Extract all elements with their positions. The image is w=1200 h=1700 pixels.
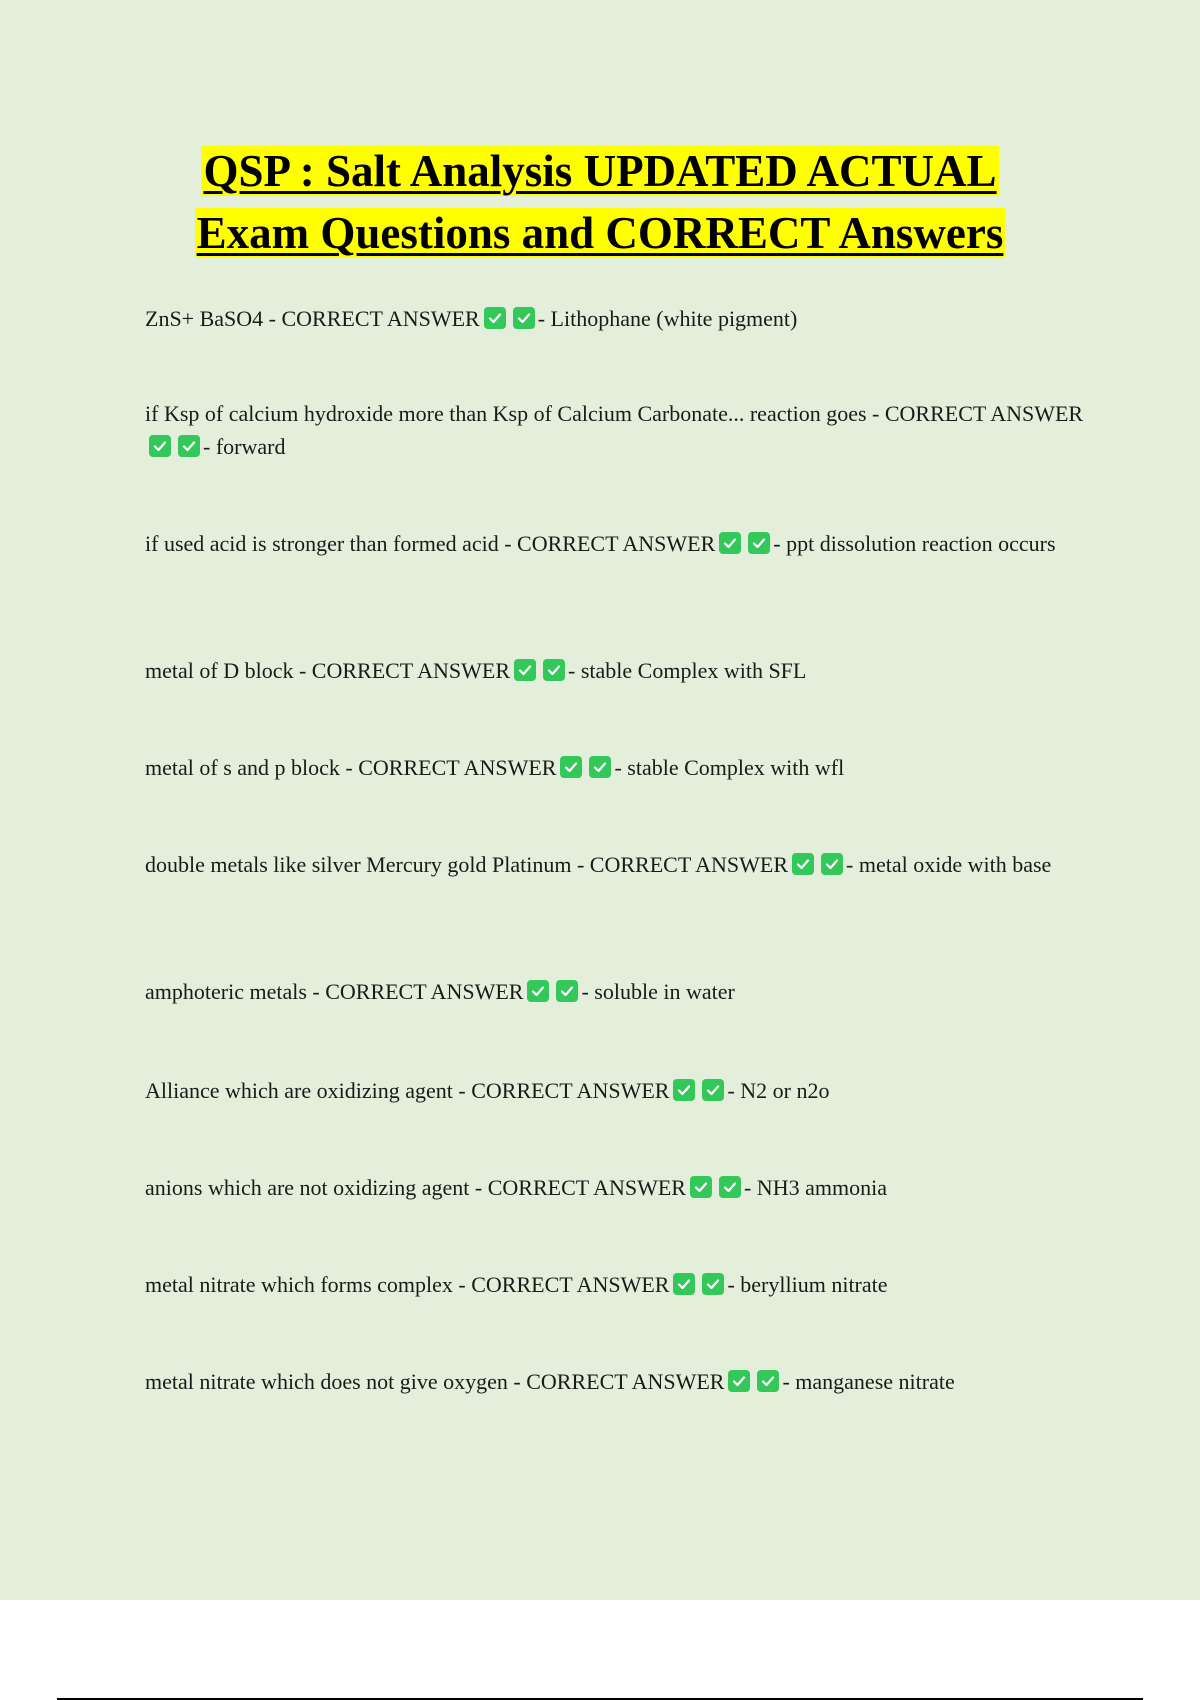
checkmark-icon [560, 756, 582, 778]
question-text: if used acid is stronger than formed acid - CORRECT ANSWER [145, 531, 716, 556]
qa-item [145, 848, 1085, 881]
question-text: metal of D block - CORRECT ANSWER [145, 658, 511, 683]
checkmark-icon [513, 307, 535, 329]
title-line-1: QSP : Salt Analysis UPDATED ACTUAL [203, 146, 997, 196]
question-text: ZnS+ BaSO4 - CORRECT ANSWER [145, 306, 480, 331]
answer-text: - stable Complex with SFL [568, 658, 807, 683]
document-title [0, 140, 1200, 264]
answer-text: - NH3 ammonia [743, 1175, 887, 1200]
checkmark-icon [728, 1370, 750, 1392]
qa-item [145, 1074, 1085, 1107]
checkmark-icon [719, 532, 741, 554]
qa-item [145, 302, 1085, 335]
answer-text: - ppt dissolution reaction occurs [773, 531, 1056, 556]
question-text: if Ksp of calcium hydroxide more than Ksp of Calcium Carbonate... reaction goes - CORRECT ANSWER [145, 401, 1084, 426]
question-text: amphoteric metals - CORRECT ANSWER [145, 979, 524, 1004]
question-text: Alliance which are oxidizing agent - CORRECT ANSWER [145, 1078, 670, 1103]
answer-text: - stable Complex with wfl [614, 755, 845, 780]
checkmark-icon [556, 980, 578, 1002]
checkmark-icon [821, 853, 843, 875]
checkmark-icon [748, 532, 770, 554]
checkmark-icon [719, 1176, 741, 1198]
qa-item [145, 527, 1085, 560]
checkmark-icon [543, 659, 565, 681]
answer-text: - Lithophane (white pigment) [537, 306, 798, 331]
qa-item [145, 1268, 1085, 1301]
answer-text: - metal oxide with base [846, 852, 1052, 877]
question-text: anions which are not oxidizing agent - CORRECT ANSWER [145, 1175, 686, 1200]
qa-item [145, 751, 1085, 784]
checkmark-icon [757, 1370, 779, 1392]
question-text: metal nitrate which does not give oxygen - CORRECT ANSWER [145, 1369, 725, 1394]
checkmark-icon [514, 659, 536, 681]
question-text: double metals like silver Mercury gold Platinum - CORRECT ANSWER [145, 852, 789, 877]
checkmark-icon [484, 307, 506, 329]
qa-item [145, 397, 1085, 463]
answer-text: - forward [203, 434, 286, 459]
checkmark-icon [673, 1079, 695, 1101]
answer-text: - beryllium nitrate [727, 1272, 888, 1297]
checkmark-icon [690, 1176, 712, 1198]
title-line-2: Exam Questions and CORRECT Answers [196, 208, 1004, 258]
checkmark-icon [589, 756, 611, 778]
qa-item [145, 654, 1085, 687]
checkmark-icon [702, 1273, 724, 1295]
question-text: metal nitrate which forms complex - CORRECT ANSWER [145, 1272, 670, 1297]
checkmark-icon [792, 853, 814, 875]
answer-text: - soluble in water [581, 979, 735, 1004]
question-text: metal of s and p block - CORRECT ANSWER [145, 755, 557, 780]
qa-item [145, 1171, 1085, 1204]
answer-text: - N2 or n2o [727, 1078, 830, 1103]
checkmark-icon [527, 980, 549, 1002]
qa-item [145, 1365, 1085, 1398]
checkmark-icon [149, 435, 171, 457]
checkmark-icon [702, 1079, 724, 1101]
checkmark-icon [673, 1273, 695, 1295]
qa-item [145, 975, 1085, 1008]
answer-text: - manganese nitrate [782, 1369, 955, 1394]
checkmark-icon [178, 435, 200, 457]
